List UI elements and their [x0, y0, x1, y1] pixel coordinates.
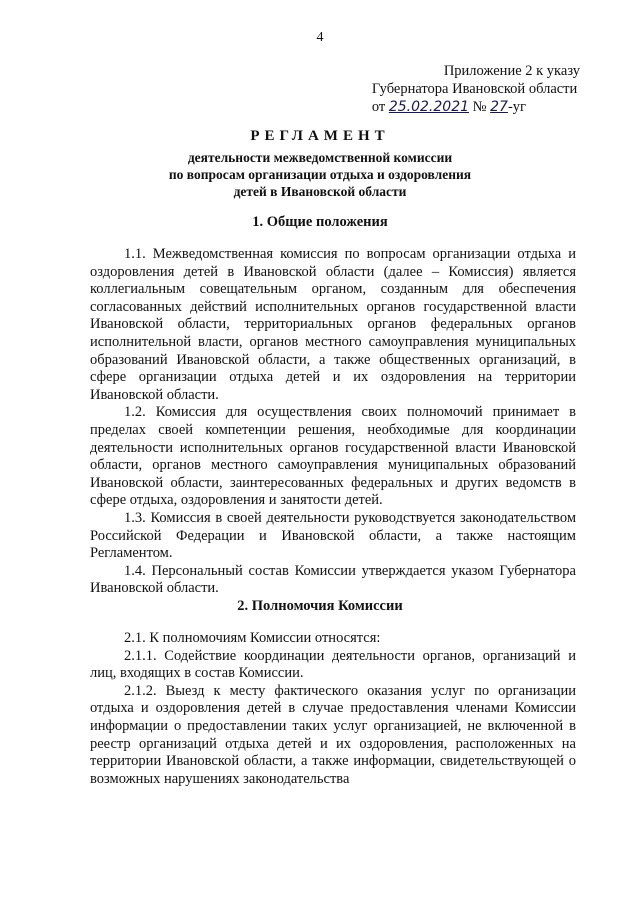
appendix-header — [366, 62, 580, 116]
appendix-line-1: Приложение 2 к указу — [443, 63, 580, 79]
paragraph-1-1: 1.1. Межведомственная комиссия по вопросам организации отдыха и оздоровления детей в Ивановской области (далее – Комиссия) является коллегиальным совещательным органом, созданным для обеспечения согласованных действий исполнительных органов государственной власти Ивановской области, территориальных органов федеральных органов исполнительной власти, органов местного самоуправления муниципальных образований Ивановской области, а также общественных организаций, в сфере организации отдыха детей и их оздоровления на территории Ивановской области. — [90, 246, 576, 403]
appendix-line-2: Губернатора Ивановской области — [371, 81, 578, 97]
section-2-heading: 2. Полномочия Комиссии — [237, 598, 403, 614]
paragraph-1-3: 1.3. Комиссия в своей деятельности руководствуется законодательством Российской Федерации и Ивановской области, а также настоящим Регламентом. — [90, 509, 576, 562]
date-value: 25.02.2021 — [388, 99, 470, 115]
paragraph-2-1-1: 2.1.1. Содействие координации деятельности органов, организаций и лиц, входящих в состав Комиссии. — [90, 647, 576, 682]
number-sign: № — [472, 99, 487, 115]
section-1-body — [90, 246, 576, 598]
page-number: 4 — [316, 30, 324, 45]
title-sub-line-3: детей в Ивановской области — [233, 184, 407, 199]
title-sub-line-2: по вопросам организации отдыха и оздоровления — [168, 167, 472, 182]
paragraph-2-1: 2.1. К полномочиям Комиссии относятся: — [124, 630, 381, 646]
document-title — [0, 128, 640, 200]
number-suffix: -уг — [507, 99, 526, 115]
section-1-heading: 1. Общие положения — [252, 214, 388, 230]
paragraph-2-1-2: 2.1.2. Выезд к месту фактического оказания услуг по организации отдыха и оздоровления детей в случае предоставления членами Комиссии информации о предоставлении таких услуг организацией, не включенной в реестр организаций отдыха детей и их оздоровления, расположенных на территории Ивановской области, а также информации, свидетельствующей о возможных нарушениях законодательства — [90, 682, 576, 787]
title-sub-line-1: деятельности межведомственной комиссии — [187, 150, 453, 165]
section-2-body — [90, 630, 576, 788]
paragraph-1-4: 1.4. Персональный состав Комиссии утверждается указом Губернатора Ивановской области. — [90, 562, 576, 597]
paragraph-1-2: 1.2. Комиссия для осуществления своих полномочий принимает в пределах своей компетенции решения, необходимые для координации деятельности исполнительных органов государственной власти Ивановской области, органов местного самоуправления муниципальных образований Ивановской области, заинтересованных федеральных и других ведомств в сфере отдыха, оздоровления и занятости детей. — [90, 404, 576, 509]
date-prefix: от — [371, 99, 386, 115]
appendix-date-line — [366, 98, 580, 116]
number-value: 27 — [490, 99, 508, 115]
title-main: РЕГЛАМЕНТ — [250, 128, 390, 144]
